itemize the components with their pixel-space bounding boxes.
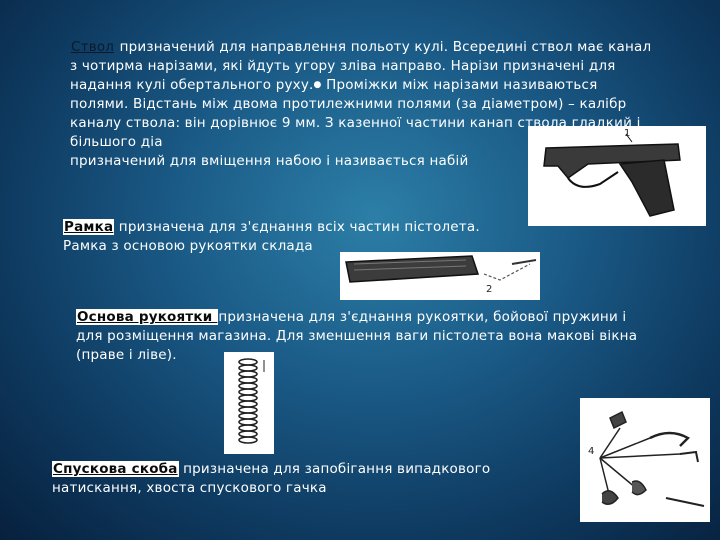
figure-label-1: 1 bbox=[624, 128, 631, 139]
barrel-text-3: призначений для вміщення набою і називається набій bbox=[70, 153, 469, 169]
trigger-guard-text: призначена для запобігання випадкового натискання, хвоста спускового гачка bbox=[52, 461, 491, 496]
spring-image bbox=[224, 352, 274, 454]
bullet-dot: ● bbox=[313, 80, 322, 90]
figure-label-2: 2 bbox=[486, 284, 493, 295]
figure-label-4: 4 bbox=[588, 446, 595, 457]
barrel-text-2: Проміжки між нарізами називаються полями. Відстань між двома протилежними полями (за діаметром) – калібр каналу ствола: він дорівнює 9 мм. З казенної частини канап ствола гладкий і більшого діа bbox=[70, 77, 641, 150]
frame-part-image bbox=[340, 252, 540, 300]
trigger-guard-image bbox=[580, 398, 710, 522]
frame-term: Рамка bbox=[64, 219, 114, 235]
grip-text-2: кові вікна (праве і ліве). bbox=[76, 328, 638, 363]
barrel-description bbox=[70, 38, 660, 171]
grip-description bbox=[76, 308, 646, 365]
barrel-text: призначений для направлення польоту кулі. Всередині ствол має канал з чотирма нарізами, які йдуть угору зліва направо. Нарізи призначені для надання кулі обертального руху. bbox=[70, 39, 652, 93]
frame-text: призначена для з'єднання всіх частин пістолета. bbox=[114, 219, 480, 235]
trigger-guard-description bbox=[52, 460, 572, 498]
barrel-term: Ствол bbox=[71, 39, 115, 55]
grip-term: Основа рукоятки bbox=[77, 309, 218, 325]
frame-text-2: Рамка з основою рукоятки склада bbox=[63, 238, 313, 254]
grip-text: призначена для з'єднання рукоятки, бойової пружини і для розміщення магазина. Для зменшення ваги пістолета вона ма bbox=[76, 309, 627, 344]
frame-description bbox=[63, 218, 563, 256]
trigger-guard-term: Спускова скоба bbox=[53, 461, 178, 477]
